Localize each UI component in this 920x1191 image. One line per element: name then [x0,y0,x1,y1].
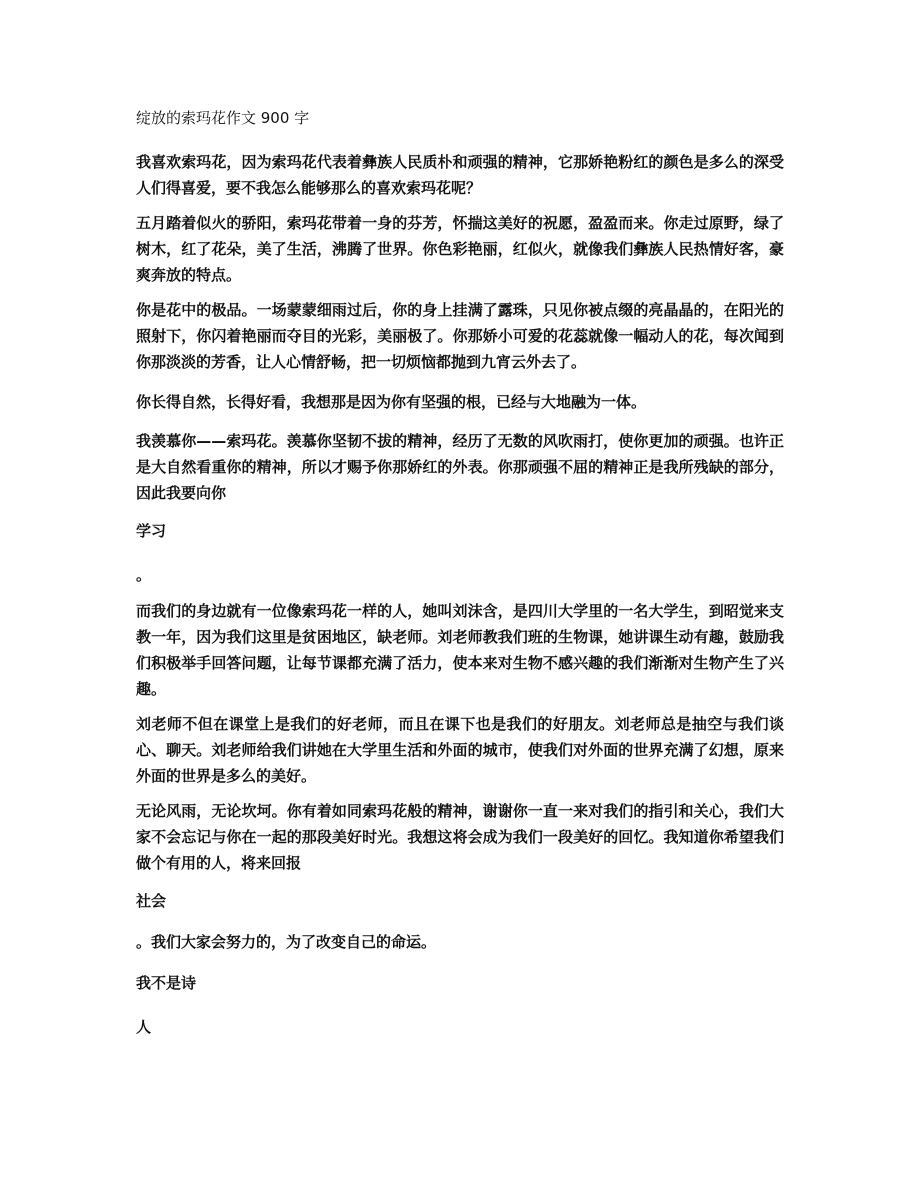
paragraph-13: 我不是诗 [136,974,197,992]
paragraph-4: 你长得自然，长得好看，我想那是因为你有坚强的根，已经与大地融为一体。 [136,393,647,411]
essay-title: 绽放的索玛花作文 900 字 [136,109,310,127]
paragraph-14: 人 [136,1018,152,1036]
paragraph-12: 。我们大家会努力的，为了改变自己的命运。 [136,933,437,951]
paragraph-3: 你是花中的极品。一场蒙蒙细雨过后，你的身上挂满了露珠，只见你被点缀的亮晶晶的，在阳光的照射下，你闪着艳丽而夺目的光彩，美丽极了。你那娇小可爱的花蕊就像一幅动人的花，每次闻到你那淡淡的芳香，让人心情舒畅，把一切烦恼都抛到九宵云外去了。 [136,301,784,371]
paragraph-11: 社会 [136,892,167,910]
paragraph-5: 我羡慕你——索玛花。羡慕你坚韧不拔的精神，经历了无数的风吹雨打，使你更加的顽强。也许正是大自然看重你的精神，所以才赐予你那娇红的外表。你那顽强不屈的精神正是我所残缺的部分，因此我要向你 [136,432,784,502]
paragraph-8: 而我们的身边就有一位像索玛花一样的人，她叫刘沫含，是四川大学里的一名大学生，到昭觉来支教一年，因为我们这里是贫困地区，缺老师。刘老师教我们班的生物课，她讲课生动有趣，鼓励我们积极举手回答问题，让每节课都充满了活力，使本来对生物不感兴趣的我们渐渐对生物产生了兴趣。 [136,602,784,698]
paragraph-1: 我喜欢索玛花，因为索玛花代表着彝族人民质朴和顽强的精神，它那娇艳粉红的颜色是多么的深受人们得喜爱，要不我怎么能够那么的喜欢索玛花呢？ [136,153,784,197]
paragraph-6: 学习 [136,522,167,540]
paragraph-7: 。 [136,566,152,584]
paragraph-2: 五月踏着似火的骄阳，索玛花带着一身的芬芳，怀揣这美好的祝愿，盈盈而来。你走过原野，绿了树木，红了花朵，美了生活，沸腾了世界。你色彩艳丽，红似火，就像我们彝族人民热情好客，豪爽奔放的特点。 [136,214,784,284]
paragraph-9: 刘老师不但在课堂上是我们的好老师，而且在课下也是我们的好朋友。刘老师总是抽空与我们谈心、聊天。刘老师给我们讲她在大学里生活和外面的城市，使我们对外面的世界充满了幻想，原来外面的世界是多么的美好。 [136,715,784,785]
paragraph-10: 无论风雨，无论坎坷。你有着如同索玛花般的精神，谢谢你一直一来对我们的指引和关心，我们大家不会忘记与你在一起的那段美好时光。我想这将会成为我们一段美好的回忆。我知道你希望我们做个有用的人，将来回报 [136,802,784,872]
